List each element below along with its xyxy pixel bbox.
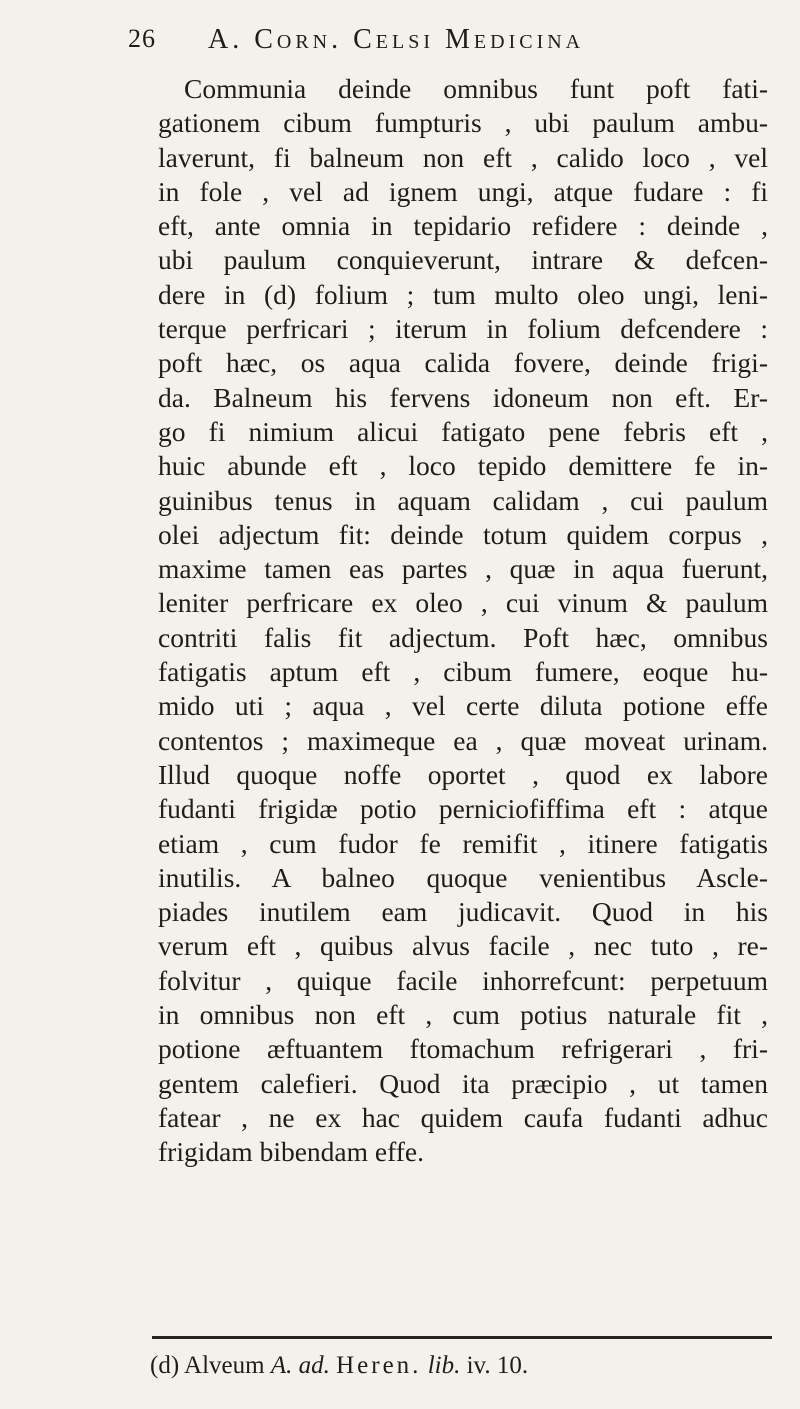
text-line: verum eft , quibus alvus facile , nec tuto , re- (158, 930, 768, 962)
text-line: terque perfricari ; iterum in folium defcendere : (158, 313, 768, 345)
text-line: laverunt, fi balneum non eft , calido loco , vel (158, 141, 768, 173)
footnote-lib: lib. (427, 1352, 461, 1379)
footnote-rule (152, 1336, 772, 1339)
text-line: gationem cibum fumpturis , ubi paulum ambu- (158, 107, 768, 139)
text-line: contentos ; maximeque ea , quæ moveat urinam. (158, 724, 768, 756)
running-title: A. Corn. Celsi Medicina (208, 24, 585, 55)
footnote-citation: iv. 10. (466, 1352, 529, 1379)
text-line: fatear , ne ex hac quidem caufa fudanti adhuc (158, 1101, 768, 1133)
text-line: in omnibus non eft , cum potius naturale fit , (158, 999, 768, 1031)
text-line: dere in (d) folium ; tum multo oleo ungi, leni- (158, 278, 768, 310)
text-line: etiam , cum fudor fe remifit , itinere fatigatis (158, 827, 768, 859)
text-line: poft hæc, os aqua calida fovere, deinde frigi- (158, 347, 768, 379)
footnote-marker: (d) (150, 1352, 180, 1379)
text-line: inutilis. A balneo quoque venientibus Ascle- (158, 861, 768, 893)
text-line: potione æftuantem ftomachum refrigerari , fri- (158, 1033, 768, 1065)
text-line: contriti falis fit adjectum. Poft hæc, omnibus (158, 621, 768, 653)
text-line: mido uti ; aqua , vel certe diluta potione effe (158, 690, 768, 722)
text-line: guinibus tenus in aquam calidam , cui paulum (158, 484, 768, 516)
page-number: 26 (128, 24, 156, 53)
text-line: piades inutilem eam judicavit. Quod in his (158, 896, 768, 928)
text-line: da. Balneum his fervens idoneum non eft. Er- (158, 381, 768, 413)
footnote-ref: A. ad. (270, 1352, 330, 1379)
text-line: Illud quoque noffe oportet , quod ex labore (158, 758, 768, 790)
text-line: in fole , vel ad ignem ungi, atque fudare : fi (158, 175, 768, 207)
text-line: ubi paulum conquieverunt, intrare & defcen- (158, 244, 768, 276)
footnote-author: Heren. (336, 1352, 422, 1379)
body-text (158, 72, 768, 1170)
footnote-text: Alveum (184, 1352, 265, 1379)
running-head (128, 14, 748, 64)
text-line: Communia deinde omnibus funt poft fati- (184, 73, 768, 104)
text-line: fatigatis aptum eft , cibum fumere, eoque hu- (158, 656, 768, 688)
text-line: folvitur , quique facile inhorrefcunt: perpetuum (158, 964, 768, 996)
text-line: fudanti frigidæ potio perniciofiffima eft : atque (158, 793, 768, 825)
text-line: go fi nimium alicui fatigato pene febris eft , (158, 415, 768, 447)
footnote (150, 1352, 770, 1380)
text-line: frigidam bibendam effe. (158, 1136, 424, 1168)
text-line: leniter perfricare ex oleo , cui vinum & paulum (158, 587, 768, 619)
text-line: olei adjectum fit: deinde totum quidem corpus , (158, 518, 768, 550)
text-line: gentem calefieri. Quod ita præcipio , ut tamen (158, 1067, 768, 1099)
text-line: huic abunde eft , loco tepido demittere fe in- (158, 450, 768, 482)
text-line: maxime tamen eas partes , quæ in aqua fuerunt, (158, 553, 768, 585)
text-line: eft, ante omnia in tepidario refidere : deinde , (158, 210, 768, 242)
